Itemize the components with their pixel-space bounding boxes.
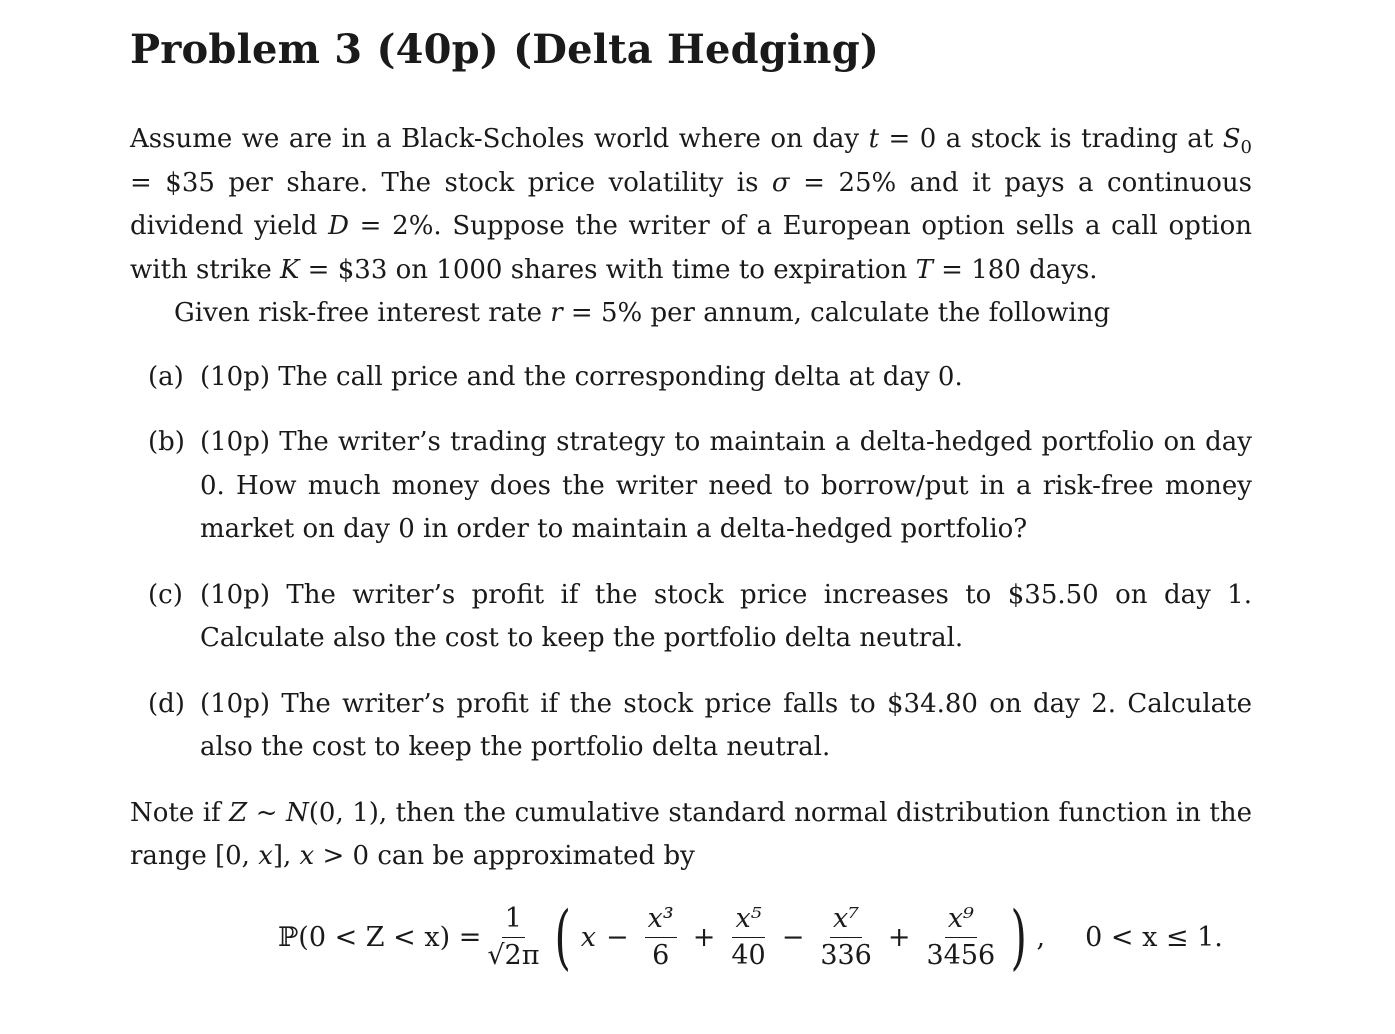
term-x: x [580,921,597,953]
var-t: t [868,124,880,154]
approximation-formula [278,892,1223,982]
var-x: x [299,841,315,871]
question-item-c [130,574,1252,661]
question-list [130,356,1252,770]
var-x: x [258,841,273,871]
problem-page [130,22,1252,879]
var-r: r [550,298,563,328]
problem-title: Problem 3 (40p) (Delta Hedging) [130,26,879,73]
var-z: Z [229,797,248,828]
var-d: D [328,211,349,241]
formula-comma: , [1036,921,1046,953]
question-item-d [130,683,1252,770]
fraction-denominator: 336 [820,939,872,971]
item-label: (a) [148,361,184,392]
fraction-denominator: 3456 [926,939,996,971]
note-text-3: (0, 1), then the cumulative standard normal distribution function in the range [0, [130,797,1252,871]
note-text-1: Note if [130,797,230,828]
question-item-b [130,421,1252,552]
term-fraction-3 [820,903,872,970]
item-text: (10p) The writer’s profit if the stock price falls to $34.80 on day 2. Calculate also the cost to keep the portfolio delta neutral. [200,688,1252,762]
fraction-denominator: 40 [731,939,766,971]
formula-lhs: ℙ(0 < Z < x) = [278,921,482,953]
note-text-2: ~ [247,797,287,828]
fraction-numerator: x⁵ [732,903,764,937]
var-s-sub: 0 [1240,137,1252,159]
fraction-denominator: √2π [487,939,540,971]
item-text: (10p) The call price and the corresponding delta at day 0. [200,361,963,392]
intro-text-1: Assume we are in a Black-Scholes world where on day [130,124,869,154]
given-paragraph [130,292,1252,336]
prefactor-fraction [487,903,539,970]
item-label: (b) [148,427,185,457]
item-label: (c) [148,579,183,610]
question-item-a [130,356,1252,400]
fraction-numerator: x⁹ [945,903,977,937]
left-paren: ( [554,896,572,978]
item-text: (10p) The writer’s trading strategy to maintain a delta-hedged portfolio on day 0. How much money does the writer need to borrow/put in a risk-free money market on day 0 in order to maintain a delta-hedged portfolio? [200,427,1252,544]
term-fraction-2 [731,903,765,970]
item-label: (d) [148,688,185,719]
intro-text-4: = 25% and it pays a continuous dividend yield [130,167,1252,241]
operator: + [692,921,716,953]
fraction-numerator: x⁷ [830,903,862,937]
fraction-numerator: x³ [645,903,677,937]
var-sigma: σ [771,167,790,198]
note-text-4: ], [272,841,300,871]
term-fraction-1 [645,903,677,970]
operator: − [606,921,629,953]
given-text-1: Given risk-free interest rate [174,298,551,328]
note-text-5: > 0 can be approximated by [314,841,695,871]
var-t-cap: T [915,254,933,285]
intro-text-5: = 2%. Suppose the writer of a European option sells a call option with strike [130,211,1253,285]
right-paren: ) [1010,896,1028,978]
var-n: N [286,797,309,828]
note-paragraph [130,792,1252,879]
fraction-numerator: 1 [502,903,525,937]
given-text-2: = 5% per annum, calculate the following [562,298,1111,328]
item-text: (10p) The writer’s profit if the stock price increases to $35.50 on day 1. Calculate also the cost to keep the portfolio delta neutral. [200,579,1252,653]
intro-text-3: = $35 per share. The stock price volatility is [130,167,772,198]
var-k: K [279,254,300,285]
intro-text-2: = 0 a stock is trading at [879,124,1223,154]
term-fraction-4 [926,903,995,970]
fraction-denominator: 6 [652,939,670,971]
formula-condition: 0 < x ≤ 1. [1085,921,1223,953]
intro-text-7: = 180 days. [932,254,1098,285]
operator: − [781,921,805,953]
intro-paragraph [130,118,1252,292]
operator: + [887,921,911,953]
intro-text-6: = $33 on 1000 shares with time to expiration [299,254,916,285]
var-s: S [1222,124,1241,154]
